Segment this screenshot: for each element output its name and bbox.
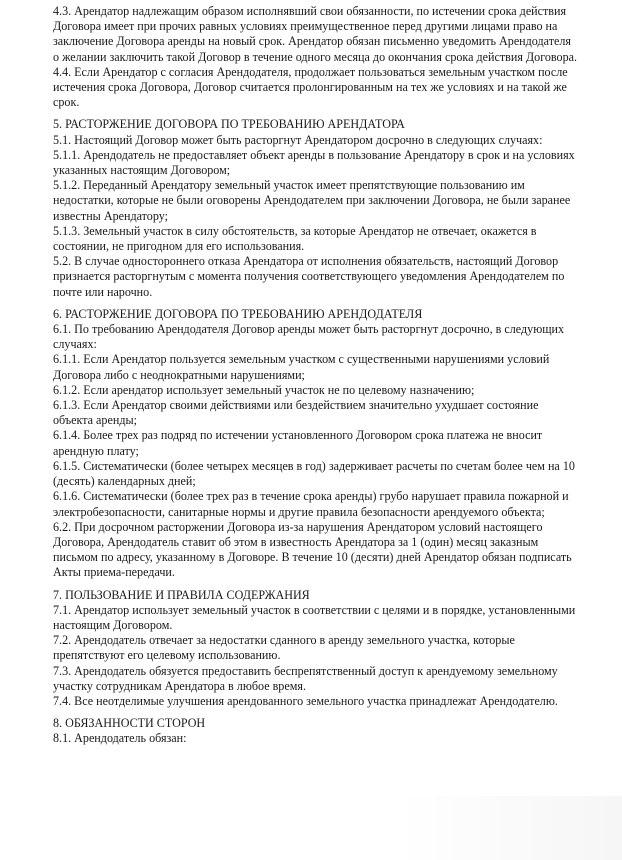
- clause-5-1-3: 5.1.3. Земельный участок в силу обстоятельств, за которые Арендатор не отвечает, окажется в состоянии, не пригодном для его использования.: [53, 223, 537, 254]
- clause-7-3: 7.3. Арендодатель обязуется предоставить беспрепятственный доступ к арендуемому земельному участку сотрудникам Арендатора в любое время.: [53, 663, 558, 693]
- clause-6-1-1: 6.1.1. Если Арендатор пользуется земельным участком с существенными нарушениями условий Договора либо с неоднократными нарушениями;: [53, 352, 550, 382]
- clause-7-1: 7.1. Арендатор использует земельный участок в соответствии с целями и в порядке, установленными настоящим Договором.: [53, 602, 576, 632]
- clause-5-1-2: 5.1.2. Переданный Арендатору земельный участок имеет препятствующие пользованию им недостатки, которые не были оговорены Арендодателем при заключении Договора, не были заранее известны Арендатору;: [53, 178, 571, 223]
- clause-6-1-3: 6.1.3. Если Арендатор своими действиями или бездействием значительно ухудшает состояние объекта аренды;: [53, 398, 539, 428]
- clause-4-4: 4.4. Если Арендатор с согласия Арендодателя, продолжает пользоваться земельным участком после истечения срока Договора, Договор считается пролонгированным на тех же условиях и на такой же срок.: [53, 64, 568, 110]
- clause-6-1-2: 6.1.2. Если арендатор использует земельный участок не по целевому назначению;: [53, 382, 475, 397]
- clause-5-1: 5.1. Настоящий Договор может быть расторгнут Арендатором досрочно в следующих случаях:: [53, 132, 543, 147]
- clause-5-1-1: 5.1.1. Арендодатель не предоставляет объект аренды в пользование Арендатору в срок и на условиях указанных настоящим Договором;: [53, 147, 575, 178]
- clause-6-1-6: 6.1.6. Систематически (более трех раз в течение срока аренды) грубо нарушает правила пожарной и электробезопасности, санитарные нормы и другие правила безопасности арендуемого объекта;: [53, 489, 569, 519]
- clause-5-2: 5.2. В случае одностороннего отказа Арендатора от исполнения обязательств, настоящий Договор признается расторгнутым с момента получения соответствующего уведомления Арендодателем по почте или нарочно.: [53, 254, 565, 299]
- clause-7-2: 7.2. Арендодатель отвечает за недостатки сданного в аренду земельного участка, которые препятствуют его целевому использованию.: [53, 633, 515, 663]
- document-text: [53, 4, 578, 747]
- clause-6-1-4: 6.1.4. Более трех раз подряд по истечении установленного Договором срока платежа не вносит арендную плату;: [53, 428, 543, 458]
- section-5-heading: 5. РАСТОРЖЕНИЕ ДОГОВОРА ПО ТРЕБОВАНИЮ АРЕНДАТОРА: [53, 117, 405, 132]
- clause-6-1-5: 6.1.5. Систематически (более четырех месяцев в год) задерживает расчеты по счетам более чем на 10 (десять) календарных дней;: [53, 458, 575, 489]
- section-7-heading: 7. ПОЛЬЗОВАНИЕ И ПРАВИЛА СОДЕРЖАНИЯ: [53, 587, 310, 602]
- clause-4-3: 4.3. Арендатор надлежащим образом исполнявший свои обязанности, по истечении срока действия Договора имеет при прочих равных условиях преимущественное перед другими лицами право на заключение Договора аренды на новый срок. Арендатор обязан письменно уведомить Арендодателя о желании заключить такой Договор в течение одного месяца до окончания срока действия Договора.: [53, 4, 578, 64]
- section-6-heading: 6. РАСТОРЖЕНИЕ ДОГОВОРА ПО ТРЕБОВАНИЮ АРЕНДОДАТЕЛЯ: [53, 306, 423, 321]
- clause-8-1: 8.1. Арендодатель обязан:: [53, 731, 187, 746]
- clause-6-2: 6.2. При досрочном расторжении Договора из-за нарушения Арендатором условий настоящего Договора, Арендодатель ставит об этом в известность Арендатора за 1 (один) месяц заказным письмом по адресу, указанному в Договоре. В течение 10 (десяти) дней Арендатор обязан подписать Акты приема-передачи.: [53, 519, 572, 580]
- page-shadow: [400, 796, 622, 860]
- clause-7-4: 7.4. Все неотделимые улучшения арендованного земельного участка принадлежат Арендодателю.: [53, 693, 558, 708]
- clause-6-1: 6.1. По требованию Арендодателя Договор аренды может быть расторгнут досрочно, в следующих случаях:: [53, 322, 565, 352]
- section-8-heading: 8. ОБЯЗАННОСТИ СТОРОН: [53, 716, 206, 731]
